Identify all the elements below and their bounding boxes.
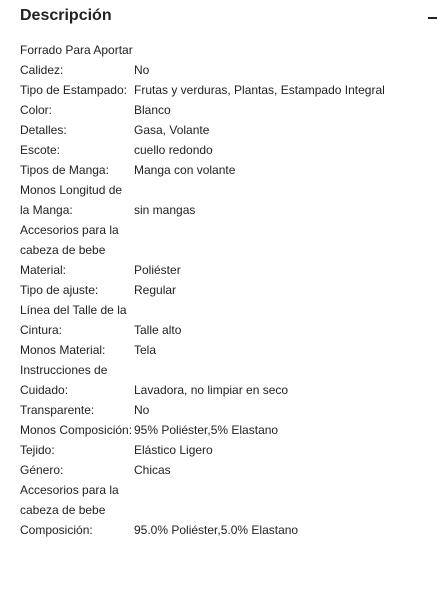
attribute-row-gender <box>20 460 437 480</box>
attribute-key: Escote: <box>20 143 61 157</box>
attribute-value: No <box>134 63 150 77</box>
attribute-value: Talle alto <box>134 323 182 337</box>
attribute-row-neckline <box>20 140 437 160</box>
attribute-row-headwear-material <box>20 220 437 280</box>
attribute-key: Instrucciones de Cuidado: <box>20 363 108 397</box>
attribute-value: cuello redondo <box>134 143 213 157</box>
attribute-value: No <box>134 403 150 417</box>
attribute-row-color <box>20 100 437 120</box>
attribute-value: Frutas y verduras, Plantas, Estampado Integral <box>134 83 385 97</box>
attribute-row-warm-lining <box>20 40 437 80</box>
attribute-row-jumpsuit-composition <box>20 420 437 440</box>
section-title: Descripción <box>20 7 112 24</box>
attribute-key: Accesorios para la cabeza de bebe Material: <box>20 223 119 277</box>
attribute-value: Tela <box>134 343 157 357</box>
attribute-key: Transparente: <box>20 403 95 417</box>
attribute-value: Lavadora, no limpiar en seco <box>134 383 289 397</box>
attribute-key: Accesorios para la cabeza de bebe Composición: <box>20 483 119 537</box>
attribute-key: Monos Longitud de la Manga: <box>20 183 123 217</box>
attribute-value: Manga con volante <box>134 163 236 177</box>
description-header[interactable] <box>20 0 437 36</box>
attribute-key: Forrado Para Aportar Calidez: <box>20 43 133 77</box>
attribute-key: Género: <box>20 463 64 477</box>
attribute-value: 95% Poliéster,5% Elastano <box>134 423 279 437</box>
attribute-row-fabric <box>20 440 437 460</box>
attribute-key: Detalles: <box>20 123 67 137</box>
attribute-value: Poliéster <box>134 263 181 277</box>
attribute-value: sin mangas <box>134 203 196 217</box>
minus-icon[interactable] <box>428 17 437 19</box>
attribute-key: Tipos de Manga: <box>20 163 109 177</box>
attribute-value: 95.0% Poliéster,5.0% Elastano <box>134 523 299 537</box>
attribute-row-print-type <box>20 80 437 100</box>
attribute-row-care-instructions <box>20 360 437 400</box>
attribute-key: Color: <box>20 103 53 117</box>
attribute-row-headwear-composition <box>20 480 437 540</box>
attribute-key: Tipo de Estampado: <box>20 83 127 97</box>
attribute-row-sleeve-length <box>20 180 437 220</box>
attribute-value: Elástico Ligero <box>134 443 213 457</box>
attribute-value: Blanco <box>134 103 171 117</box>
attribute-key: Monos Composición: <box>20 423 133 437</box>
attribute-key: Línea del Talle de la Cintura: <box>20 303 127 337</box>
attribute-value: Chicas <box>134 463 171 477</box>
attribute-key: Tejido: <box>20 443 55 457</box>
attribute-value: Gasa, Volante <box>134 123 210 137</box>
attribute-row-sheer <box>20 400 437 420</box>
attributes-list <box>20 40 437 540</box>
attribute-row-details <box>20 120 437 140</box>
attribute-row-jumpsuit-material <box>20 340 437 360</box>
attribute-row-fit-type <box>20 280 437 300</box>
attribute-key: Monos Material: <box>20 343 106 357</box>
attribute-row-waistline <box>20 300 437 340</box>
attribute-row-sleeve-type <box>20 160 437 180</box>
attribute-key: Tipo de ajuste: <box>20 283 99 297</box>
attribute-value: Regular <box>134 283 177 297</box>
